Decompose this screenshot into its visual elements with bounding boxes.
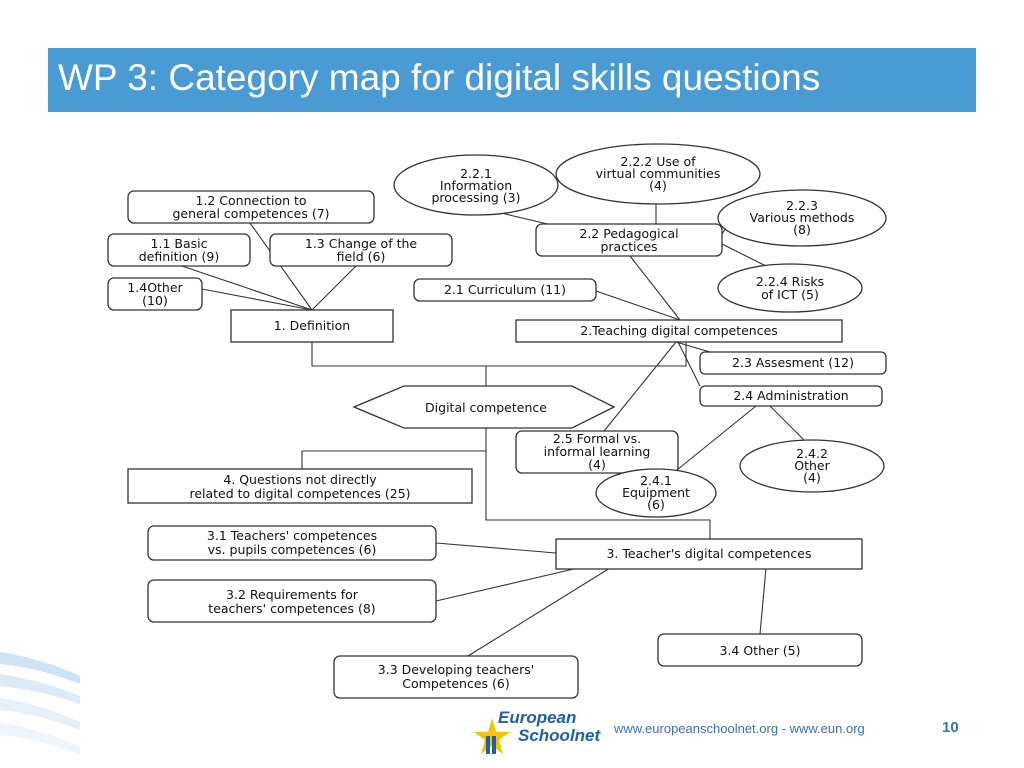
node-2-2-2-virtual bbox=[556, 144, 760, 204]
node-4-questions bbox=[128, 469, 472, 503]
svg-text:3.3 Developing teachers': 3.3 Developing teachers' bbox=[377, 662, 535, 677]
node-label: Digital competence bbox=[425, 400, 547, 415]
node-3-2-requirements bbox=[148, 580, 436, 622]
node-2-2-1-information bbox=[394, 155, 558, 215]
node-1-2-connection bbox=[128, 191, 374, 223]
slide-title: WP 3: Category map for digital skills questions bbox=[58, 57, 821, 98]
svg-text:of ICT (5): of ICT (5) bbox=[761, 287, 819, 302]
svg-text:2.2.3: 2.2.3 bbox=[786, 198, 818, 213]
page-number: 10 bbox=[942, 719, 959, 736]
logo-text-line2: Schoolnet bbox=[518, 726, 601, 745]
connector-1-3 bbox=[312, 266, 356, 310]
decorative-waves bbox=[0, 640, 80, 768]
svg-text:2.2.2 Use of: 2.2.2 Use of bbox=[620, 154, 696, 169]
svg-text:(4): (4) bbox=[649, 178, 667, 193]
svg-text:2.4 Administration: 2.4 Administration bbox=[733, 388, 849, 403]
svg-text:field (6): field (6) bbox=[336, 249, 386, 264]
svg-text:(8): (8) bbox=[793, 222, 811, 237]
svg-text:(4): (4) bbox=[588, 457, 606, 472]
svg-text:2.Teaching digital competences: 2.Teaching digital competences bbox=[580, 323, 778, 338]
connector-3-1 bbox=[436, 543, 556, 553]
connector-1-4 bbox=[202, 289, 312, 310]
node-2-1-curriculum bbox=[414, 279, 596, 301]
node-3-teacher bbox=[556, 539, 862, 569]
svg-text:2.2.1: 2.2.1 bbox=[460, 166, 492, 181]
svg-text:1.3 Change of the: 1.3 Change of the bbox=[304, 236, 418, 251]
logo-text-line1: European bbox=[498, 708, 577, 727]
svg-text:processing (3): processing (3) bbox=[431, 190, 521, 205]
svg-text:1.4Other: 1.4Other bbox=[127, 280, 183, 295]
node-2-2-pedagogical bbox=[536, 224, 722, 256]
connector-center-4 bbox=[302, 451, 486, 469]
svg-text:3.4 Other (5): 3.4 Other (5) bbox=[719, 643, 801, 658]
european-schoolnet-logo bbox=[468, 706, 601, 762]
svg-text:Equipment: Equipment bbox=[622, 485, 690, 500]
connector-2-1 bbox=[596, 291, 680, 320]
svg-text:Competences (6): Competences (6) bbox=[402, 676, 510, 691]
connector-3-2 bbox=[436, 568, 578, 601]
svg-text:1.1 Basic: 1.1 Basic bbox=[150, 236, 208, 251]
node-2-4-administration bbox=[700, 386, 882, 406]
svg-text:definition (9): definition (9) bbox=[138, 249, 220, 264]
svg-text:2.3 Assesment (12): 2.3 Assesment (12) bbox=[732, 355, 854, 370]
connector-2-5 bbox=[604, 342, 676, 431]
svg-text:3.2 Requirements for: 3.2 Requirements for bbox=[226, 587, 358, 602]
node-2-4-2-other bbox=[740, 440, 884, 492]
svg-text:virtual communities: virtual communities bbox=[595, 166, 721, 181]
svg-text:(6): (6) bbox=[647, 497, 665, 512]
node-1-3-change bbox=[270, 234, 452, 266]
connector-2-4-2 bbox=[770, 406, 806, 442]
svg-text:related to digital competences: related to digital competences (25) bbox=[189, 486, 411, 501]
svg-text:2.2.4 Risks: 2.2.4 Risks bbox=[755, 274, 825, 289]
svg-text:2.1 Curriculum (11): 2.1 Curriculum (11) bbox=[443, 282, 567, 297]
svg-text:3.1 Teachers' competences: 3.1 Teachers' competences bbox=[206, 528, 378, 543]
node-3-4-other bbox=[658, 634, 862, 666]
node-2-2-3-various bbox=[718, 190, 886, 246]
connector-3-3 bbox=[468, 568, 610, 656]
svg-text:(4): (4) bbox=[803, 470, 821, 485]
svg-text:2.2 Pedagogical: 2.2 Pedagogical bbox=[579, 226, 679, 241]
node-1-1-basic bbox=[108, 234, 250, 266]
svg-text:Other: Other bbox=[794, 458, 830, 473]
svg-text:practices: practices bbox=[600, 239, 658, 254]
svg-text:informal learning: informal learning bbox=[543, 444, 651, 459]
svg-text:Various methods: Various methods bbox=[749, 210, 855, 225]
node-3-3-developing bbox=[334, 656, 578, 698]
connector-center-1-2 bbox=[312, 342, 686, 366]
svg-text:1. Definition: 1. Definition bbox=[273, 318, 351, 333]
connector-3-4 bbox=[760, 568, 766, 634]
svg-text:4. Questions not directly: 4. Questions not directly bbox=[223, 472, 377, 487]
svg-text:(10): (10) bbox=[142, 293, 168, 308]
node-1-definition bbox=[231, 310, 393, 342]
svg-text:Information: Information bbox=[439, 178, 513, 193]
svg-text:2.4.2: 2.4.2 bbox=[796, 446, 828, 461]
node-digital-competence bbox=[354, 386, 614, 428]
node-2-teaching bbox=[516, 320, 842, 342]
node-2-2-4-risks bbox=[718, 264, 862, 312]
node-2-5-formal bbox=[516, 431, 678, 473]
node-2-4-1-equipment bbox=[596, 469, 716, 517]
svg-text:2.5 Formal vs.: 2.5 Formal vs. bbox=[552, 431, 642, 446]
svg-text:teachers' competences (8): teachers' competences (8) bbox=[208, 601, 376, 616]
connector-2-2 bbox=[630, 256, 680, 320]
svg-text:1.2 Connection to: 1.2 Connection to bbox=[195, 193, 307, 208]
svg-text:vs. pupils competences (6): vs. pupils competences (6) bbox=[207, 542, 377, 557]
svg-text:2.4.1: 2.4.1 bbox=[640, 473, 672, 488]
node-1-4-other bbox=[108, 278, 202, 310]
node-2-3-assesment bbox=[700, 352, 886, 374]
footer-url[interactable]: www.europeanschoolnet.org - www.eun.org bbox=[614, 721, 865, 736]
svg-text:general competences (7): general competences (7) bbox=[172, 206, 330, 221]
node-3-1-teachers-vs-pupils bbox=[148, 526, 436, 560]
svg-text:3. Teacher's digital competenc: 3. Teacher's digital competences bbox=[606, 546, 812, 561]
